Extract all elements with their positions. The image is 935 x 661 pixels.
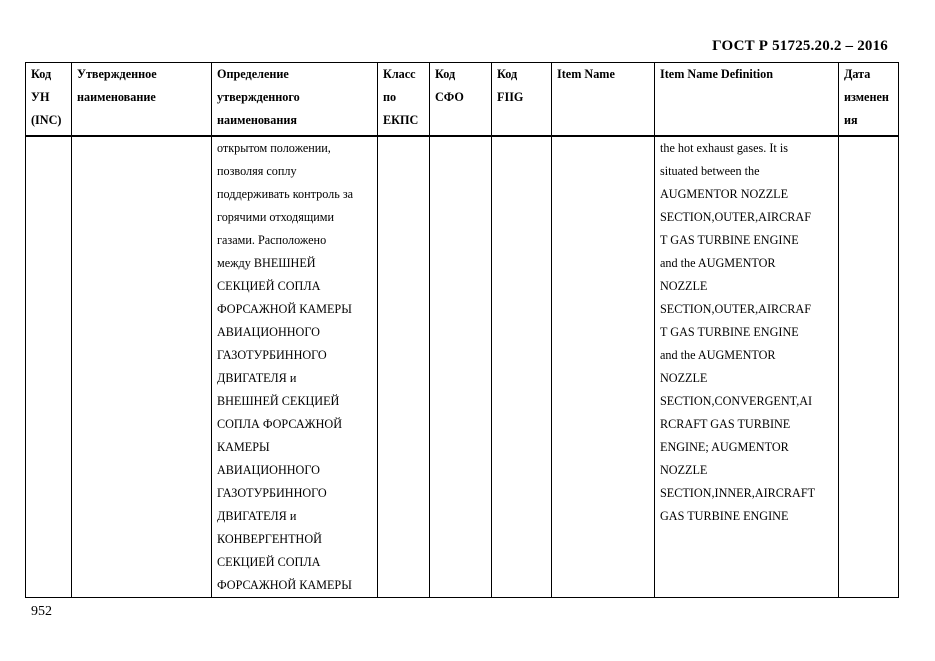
- text-line: ФОРСАЖНОЙ КАМЕРЫ: [217, 578, 352, 592]
- header-item-name-definition: [655, 63, 839, 137]
- cell-fiig-code: [492, 136, 552, 598]
- cell-change-date: [839, 136, 899, 598]
- table-row: [26, 136, 899, 598]
- text-line: and the AUGMENTOR: [660, 348, 776, 362]
- text-line: SECTION,INNER,AIRCRAFT: [660, 486, 816, 500]
- cell-item-name-definition: [655, 136, 839, 598]
- text-line: AUGMENTOR NOZZLE: [660, 187, 789, 201]
- header-change-date: [839, 63, 899, 137]
- text-line: СЕКЦИЕЙ СОПЛА: [217, 279, 321, 293]
- text-line: Код: [31, 67, 52, 81]
- document-standard-header: ГОСТ Р 51725.20.2 – 2016: [712, 38, 888, 54]
- text-line: Утвержденное: [77, 67, 157, 81]
- header-item-name: [552, 63, 655, 137]
- text-line: FIIG: [497, 90, 524, 104]
- header-inc-code: [26, 63, 72, 137]
- text-line: КАМЕРЫ: [217, 440, 270, 454]
- header-sfo-code: [430, 63, 492, 137]
- text-line: SECTION,OUTER,AIRCRAF: [660, 210, 811, 224]
- text-line: situated between the: [660, 164, 760, 178]
- header-definition: [212, 63, 378, 137]
- text-line: RCRAFT GAS TURBINE: [660, 417, 791, 431]
- table-header-row: [26, 63, 899, 137]
- cell-ekps-class: [378, 136, 430, 598]
- text-line: NOZZLE: [660, 279, 708, 293]
- text-line: T GAS TURBINE ENGINE: [660, 325, 799, 339]
- text-line: ГАЗОТУРБИННОГО: [217, 486, 327, 500]
- text-line: СОПЛА ФОРСАЖНОЙ: [217, 417, 342, 431]
- text-line: Дата: [844, 67, 871, 81]
- text-line: наименования: [217, 113, 297, 127]
- text-line: NOZZLE: [660, 371, 708, 385]
- cell-definition: [212, 136, 378, 598]
- text-line: АВИАЦИОННОГО: [217, 463, 320, 477]
- text-line: АВИАЦИОННОГО: [217, 325, 320, 339]
- text-line: Класс: [383, 67, 416, 81]
- text-line: the hot exhaust gases. It is: [660, 141, 788, 155]
- text-line: СЕКЦИЕЙ СОПЛА: [217, 555, 321, 569]
- text-line: T GAS TURBINE ENGINE: [660, 233, 799, 247]
- text-line: Код: [435, 67, 456, 81]
- text-line: Item Name: [557, 67, 615, 81]
- text-line: между ВНЕШНЕЙ: [217, 256, 316, 270]
- text-line: SECTION,OUTER,AIRCRAF: [660, 302, 811, 316]
- text-line: позволяя соплу: [217, 164, 297, 178]
- text-line: SECTION,CONVERGENT,AI: [660, 394, 813, 408]
- text-line: ЕКПС: [383, 113, 419, 127]
- text-line: поддерживать контроль за: [217, 187, 354, 201]
- text-line: (INC): [31, 113, 62, 127]
- text-line: Код: [497, 67, 518, 81]
- text-line: утвержденного: [217, 90, 300, 104]
- text-line: and the AUGMENTOR: [660, 256, 776, 270]
- header-ekps-class: [378, 63, 430, 137]
- header-fiig-code: [492, 63, 552, 137]
- text-line: ФОРСАЖНОЙ КАМЕРЫ: [217, 302, 352, 316]
- text-line: наименование: [77, 90, 156, 104]
- text-line: горячими отходящими: [217, 210, 334, 224]
- text-line: ия: [844, 113, 858, 127]
- text-line: открытом положении,: [217, 141, 331, 155]
- text-line: NOZZLE: [660, 463, 708, 477]
- text-line: газами. Расположено: [217, 233, 327, 247]
- text-line: по: [383, 90, 397, 104]
- page-number: 952: [31, 604, 52, 619]
- text-line: изменен: [844, 90, 889, 104]
- text-line: ДВИГАТЕЛЯ и: [217, 509, 297, 523]
- header-approved-name: [72, 63, 212, 137]
- text-line: КОНВЕРГЕНТНОЙ: [217, 532, 322, 546]
- cell-item-name: [552, 136, 655, 598]
- text-line: ГАЗОТУРБИННОГО: [217, 348, 327, 362]
- text-line: ВНЕШНЕЙ СЕКЦИЕЙ: [217, 394, 340, 408]
- text-line: СФО: [435, 90, 464, 104]
- text-line: ДВИГАТЕЛЯ и: [217, 371, 297, 385]
- text-line: Определение: [217, 67, 289, 81]
- cell-approved-name: [72, 136, 212, 598]
- cell-inc-code: [26, 136, 72, 598]
- text-line: Item Name Definition: [660, 67, 774, 81]
- cell-sfo-code: [430, 136, 492, 598]
- text-line: ENGINE; AUGMENTOR: [660, 440, 789, 454]
- text-line: GAS TURBINE ENGINE: [660, 509, 789, 523]
- text-line: УН: [31, 90, 50, 104]
- catalog-table: [25, 62, 899, 598]
